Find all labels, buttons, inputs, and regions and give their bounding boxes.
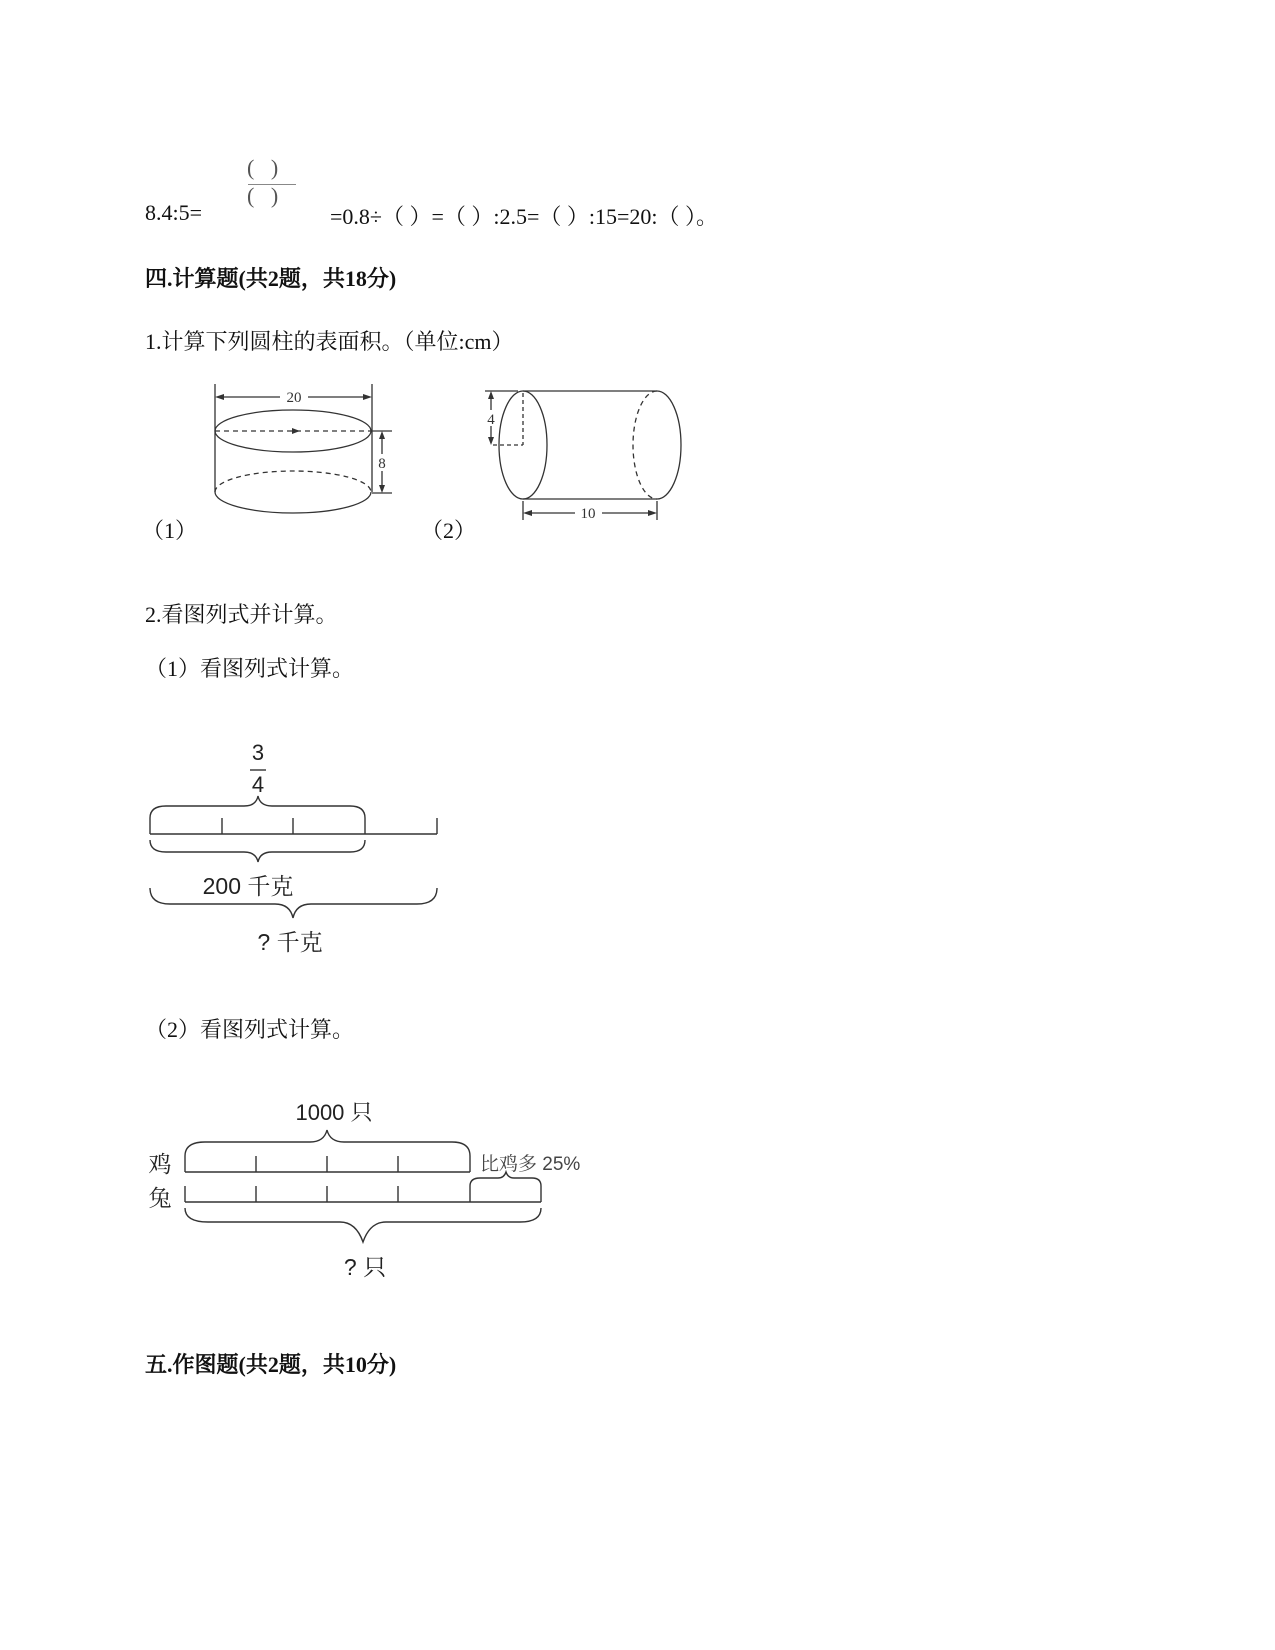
cylinder-figure-1 bbox=[200, 380, 410, 520]
more-than-chicken-label: 比鸡多 25% bbox=[480, 1154, 581, 1175]
question-2-sub-2-text: （2）看图列式计算。 bbox=[145, 1017, 355, 1042]
row-label-chicken: 鸡 bbox=[148, 1151, 172, 1177]
ratio-lead: 8.4:5= bbox=[145, 200, 203, 225]
cylinder-1-label: （1） bbox=[142, 518, 198, 543]
segment-diagram-1 bbox=[140, 730, 450, 960]
total-chickens-label: 1000 只 bbox=[295, 1100, 373, 1125]
unknown-total-label: ? 只 bbox=[343, 1254, 387, 1280]
question-2-text: 2.看图列式并计算。 bbox=[145, 602, 338, 627]
cylinder-2-label: （2） bbox=[421, 518, 477, 543]
question-2-sub-1-text: （1）看图列式计算。 bbox=[145, 656, 355, 681]
fraction-3-4-numerator: 3 bbox=[251, 740, 265, 765]
section-5-heading: 五.作图题(共2题，共10分) bbox=[145, 1352, 397, 1377]
question-1-text: 1.计算下列圆柱的表面积。（单位:cm） bbox=[145, 329, 514, 354]
unknown-weight-label: ? 千克 bbox=[257, 929, 323, 955]
row-label-rabbit: 兔 bbox=[148, 1185, 172, 1211]
cylinder-figure-2 bbox=[480, 380, 690, 525]
cylinder-2-radius-label: 4 bbox=[487, 412, 495, 428]
known-weight-label: 200 千克 bbox=[202, 873, 294, 899]
fraction-denominator: ( ) bbox=[247, 183, 279, 208]
section-4-heading: 四.计算题(共2题，共18分) bbox=[145, 266, 397, 291]
segment-diagram-2 bbox=[140, 1090, 590, 1290]
fraction-numerator: ( ) bbox=[247, 155, 279, 180]
cylinder-1-diameter-label: 20 bbox=[286, 390, 302, 406]
cylinder-1-height-label: 8 bbox=[378, 456, 386, 472]
fraction-3-4-denominator: 4 bbox=[251, 772, 265, 797]
ratio-tail: =0.8÷（ ）=（ ）:2.5=（ ）:15=20:（ ）。 bbox=[330, 204, 719, 229]
cylinder-2-length-label: 10 bbox=[580, 506, 596, 522]
